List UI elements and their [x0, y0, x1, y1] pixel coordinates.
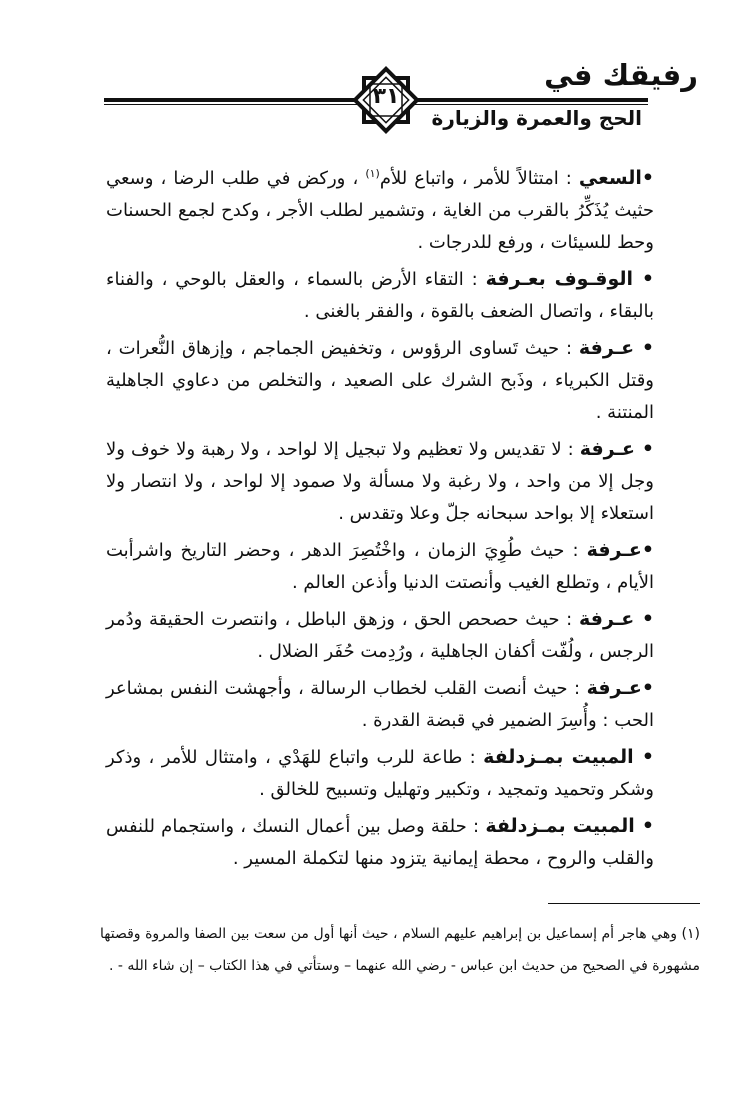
paragraph-text: : حيث حصحص الحق ، وزهق الباطل ، وانتصرت الحقيقة ودُمر الرجس ، ولُفّت أكفان الجاهلية ، ورُدِمت حُفَر الضلال . [106, 609, 654, 662]
paragraph-arafa-2 [106, 433, 654, 530]
paragraph-arafa-5 [106, 672, 654, 737]
term-heading: • المبيت بمـزدلفة [483, 746, 654, 768]
term-heading: •السعي [578, 167, 654, 189]
paragraph-text: : حيث تَساوى الرؤوس ، وتخفيض الجماجم ، وإزهاق النُّعرات ، وقتل الكبرياء ، وذَبح الشرك على الصعيد ، والتخلص من دعاوي الجاهلية المنتنة . [106, 338, 654, 423]
term-heading: •عـرفة [586, 677, 654, 699]
main-text [106, 162, 654, 879]
running-subtitle: الحج والعمرة والزيارة [431, 106, 642, 130]
paragraph-wuquf [106, 263, 654, 328]
term-heading: • عـرفة [579, 438, 654, 460]
paragraph-text: : حلقة وصل بين أعمال النسك ، واستجمام للنفس والقلب والروح ، محطة إيمانية يتزود منها لتكملة المسير . [106, 816, 654, 869]
footnote [100, 918, 700, 982]
running-title: رفيقك في [544, 58, 698, 92]
paragraph-muzdalifa-1 [106, 741, 654, 806]
paragraph-arafa-3 [106, 534, 654, 599]
paragraph-arafa-1 [106, 332, 654, 429]
paragraph-arafa-4 [106, 603, 654, 668]
footnote-reference[interactable]: (١) [365, 167, 380, 180]
term-heading: • الوقـوف بعـرفة [485, 268, 654, 290]
page-number: ٣١ [372, 84, 400, 109]
footnote-text: وهي هاجر أم إسماعيل بن إبراهيم عليهم السلام ، حيث أنها أول من سعت بين الصفا والمروة وقصتها مشهورة في الصحيح من حديث ابن عباس - رضي الله عنهما – وستأتي في هذا الكتاب – إن شاء الله - . [100, 926, 700, 974]
paragraph-text: ، وركض في طلب الرضا ، وسعي حثيث يُذَكِّرُ بالقرب من الغاية ، وتشمير لطلب الأجر ، وكدح لجمع الحسنات وحط للسيئات ، ورفع للدرجات . [106, 168, 654, 253]
paragraph-sai [106, 162, 654, 259]
footnote-marker: (١) [681, 926, 700, 942]
paragraph-text: : لا تقديس ولا تعظيم ولا تبجيل إلا لواحد ، ولا رهبة ولا خوف ولا وجل إلا من واحد ، ولا رغبة ولا مسألة ولا صمود إلا لواحد ، ولا انتصار ولا استعلاء إلا بواحد سبحانه جلّ وعلا وتقدس . [106, 439, 654, 524]
term-heading: • المبيت بمـزدلفة [485, 815, 655, 837]
term-heading: •عـرفة [586, 539, 654, 561]
paragraph-muzdalifa-2 [106, 810, 654, 875]
paragraph-text: : امتثالاً للأمر ، واتباع للأم [379, 168, 579, 189]
paragraph-text: : طاعة للرب واتباع للهَدْي ، وامتثال للأمر ، وذكر وشكر وتحميد وتمجيد ، وتكبير وتهليل وتسبيح للخالق . [106, 747, 654, 800]
term-heading: • عـرفة [578, 337, 655, 359]
paragraph-text: : حيث طُوِيَ الزمان ، واخْتُصِرَ الدهر ، وحضر التاريخ واشرأبت الأيام ، وتطلع الغيب وأنصتت الدنيا وأذعن العالم . [106, 540, 654, 593]
paragraph-text: : التقاء الأرض بالسماء ، والعقل بالوحي ، والفناء بالبقاء ، واتصال الضعف بالقوة ، والفقر بالغنى . [106, 269, 654, 322]
paragraph-text: : حيث أنصت القلب لخطاب الرسالة ، وأجهشت النفس بمشاعر الحب : وأُسِرَ الضمير في قبضة القدرة . [106, 678, 654, 731]
footnote-separator [548, 903, 700, 904]
term-heading: • عـرفة [578, 608, 655, 630]
